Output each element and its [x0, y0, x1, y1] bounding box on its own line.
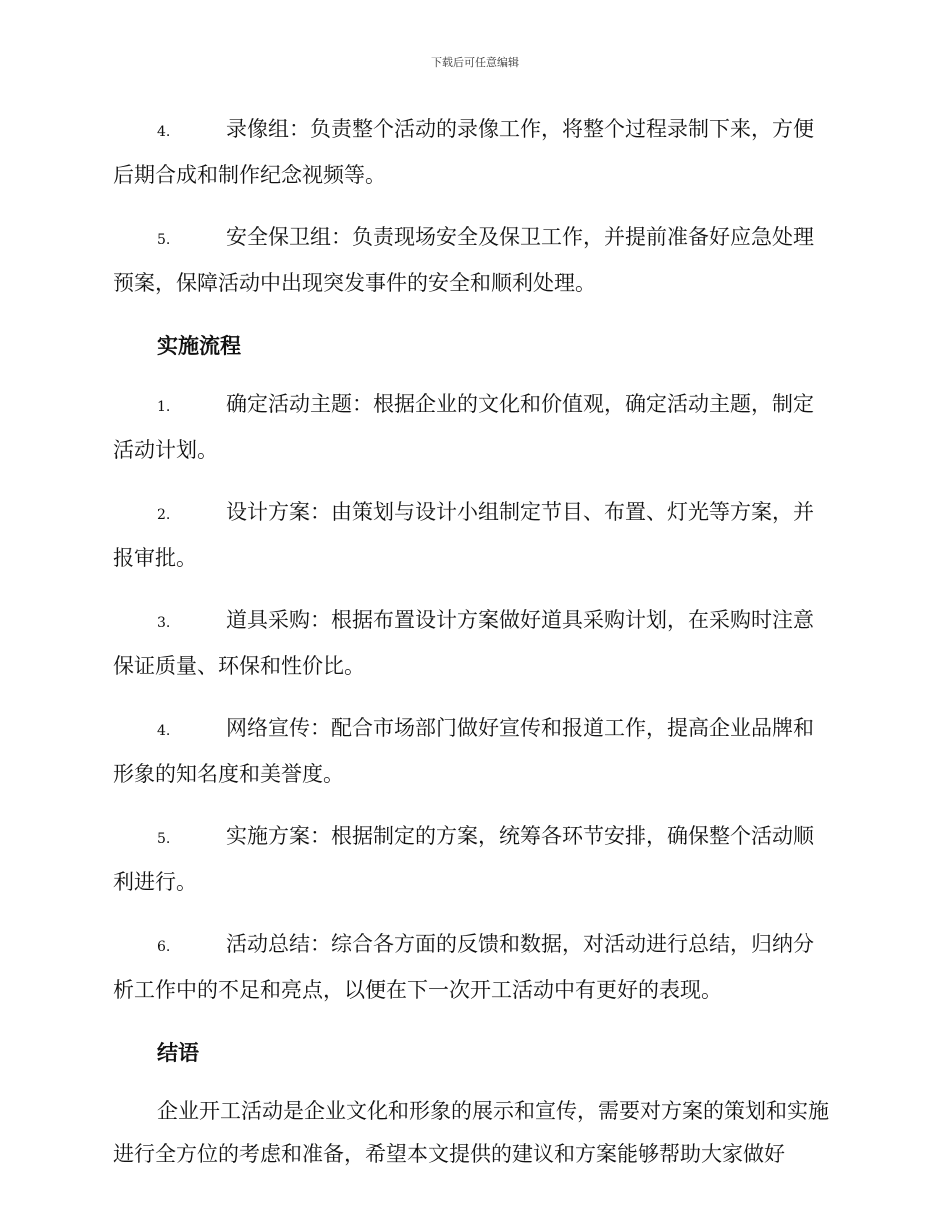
process-step	[113, 707, 833, 796]
step-text: 实施方案：根据制定的方案，统筹各环节安排，确保整个活动顺利进行。	[113, 824, 814, 894]
process-step	[113, 923, 833, 1012]
process-step	[113, 383, 833, 472]
step-number: 1.	[157, 399, 171, 415]
step-text: 确定活动主题：根据企业的文化和价值观，确定活动主题，制定活动计划。	[113, 392, 814, 462]
item-text: 录像组：负责整个活动的录像工作，将整个过程录制下来，方便后期合成和制作纪念视频等。	[113, 117, 814, 187]
step-text: 道具采购：根据布置设计方案做好道具采购计划，在采购时注意保证质量、环保和性价比。	[113, 608, 814, 678]
step-text: 网络宣传：配合市场部门做好宣传和报道工作，提高企业品牌和形象的知名度和美誉度。	[113, 716, 814, 786]
page-header: 下载后可任意编辑	[431, 56, 519, 69]
item-number: 4.	[157, 124, 171, 140]
group-item-security	[113, 216, 833, 305]
step-number: 4.	[157, 723, 171, 739]
step-text: 活动总结：综合各方面的反馈和数据，对活动进行总结，归纳分析工作中的不足和亮点，以便在下一次开工活动中有更好的表现。	[113, 932, 814, 1002]
conclusion-paragraph: 企业开工活动是企业文化和形象的展示和宣传，需要对方案的策划和实施进行全方位的考虑和准备，希望本文提供的建议和方案能够帮助大家做好	[113, 1099, 829, 1166]
step-text: 设计方案：由策划与设计小组制定节目、布置、灯光等方案，并报审批。	[113, 500, 814, 570]
step-number: 5.	[157, 831, 171, 847]
group-item-recording	[113, 108, 833, 197]
step-number: 2.	[157, 507, 171, 523]
process-step	[113, 599, 833, 688]
step-number: 3.	[157, 615, 171, 631]
step-number: 6.	[157, 939, 171, 955]
item-number: 5.	[157, 232, 171, 248]
section-heading-process: 实施流程	[157, 333, 241, 358]
process-step	[113, 491, 833, 580]
process-step	[113, 815, 833, 904]
section-heading-conclusion: 结语	[157, 1040, 199, 1065]
document-body	[113, 108, 833, 1176]
item-text: 安全保卫组：负责现场安全及保卫工作，并提前准备好应急处理预案，保障活动中出现突发事件的安全和顺利处理。	[113, 225, 814, 295]
